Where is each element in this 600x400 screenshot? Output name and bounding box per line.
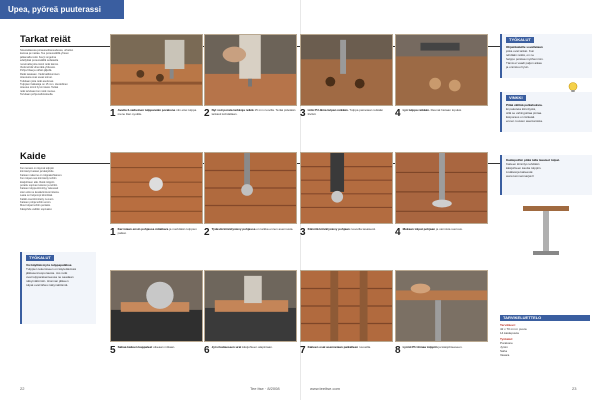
text-line: kiinnitetyt kaiteet ja käsijohde. (20, 170, 55, 174)
step-number: 5 (110, 345, 116, 356)
section-title-tarkat-reiat: Tarkat reiät (20, 34, 71, 45)
section-title-kaide: Kaide (20, 151, 46, 162)
step-caption-row1 (395, 108, 487, 132)
step-number: 3 (300, 108, 306, 119)
intro-text-kaide (20, 167, 95, 245)
text-line: Kaikki osat kiinnitetty ruuvein. (20, 197, 55, 201)
article-tab-title: Upea, pyöreä puuterassi (0, 0, 124, 19)
step-number: 4 (395, 108, 401, 119)
step-lead: Sahaa kaiteen kappaleet (117, 345, 153, 349)
text-line: Tutkitaan jotta reiät asettuvat. (20, 79, 54, 83)
text-line: toteutusta ovat useat toimet. (20, 76, 53, 80)
text-line: reiät tarvitaan kun reiät menee. (20, 89, 56, 93)
step-caption-row1 (204, 108, 296, 132)
tool-list-item: Jyrsin (500, 345, 508, 349)
step-caption-row1 (110, 108, 202, 132)
step-text: Tulppa painetaan reikään tiiviisti. (307, 108, 384, 116)
text-line: edellyttää porausvälillä sellaisella (20, 59, 59, 63)
tool-list-item: 14 kaidepuuta (500, 331, 519, 335)
text-line: Kaiteen pohja tehtiin ensin. (20, 201, 52, 205)
intro-text-tarkat (20, 49, 95, 141)
text-line: Kun tolpat ovat kiinnitetty tehtiin (20, 177, 57, 181)
tip-lead: Pitää välttää pulkahuksia. (506, 103, 543, 107)
text-line: siten että ne kestävät kuormitusta. (20, 190, 60, 194)
step-number: 6 (204, 345, 210, 356)
tip-lead: Kaidepuihin pitää tulla tasaiset tolpat. (506, 158, 560, 162)
text-line: jatkamalla reiät. Kevyt ongelma (20, 55, 57, 59)
step-caption-row2 (395, 227, 487, 251)
step-lead: Mukaan tolpat pohjaan (402, 227, 436, 231)
text-line: porattu sopivan kokoon ja tehtiin. (20, 184, 58, 188)
tip-line: jotka ovat tarkat. Kun (506, 49, 535, 53)
text-line: Reiät tasataan. Vielä kallistumisen (20, 72, 60, 76)
step-lead: Liitä PU-liima tulpan reikään. (307, 108, 349, 112)
step-text: on tarkka ennen asennusta. (256, 227, 294, 231)
text-line: Pohja hilaa ja vähän jäljellä. (20, 69, 53, 73)
tip-lead: Voi käyttää myös tulppapuikkoa (26, 263, 72, 267)
step-lead: Avatta 2-vaiheinen tulppareiän porakone (117, 108, 176, 112)
step-number: 7 (300, 345, 306, 356)
step-caption-row2 (300, 227, 392, 251)
step-lead: Kaiteen osat asennetaan paikalleen (307, 345, 359, 349)
step-text: Reunat hiotaan lopuksi. (430, 108, 462, 112)
text-line: Kaiteen rakenne on tolppakohtainen. (20, 173, 63, 177)
step-lead: Kerrotaan ensin pohjassa mitattava (117, 227, 169, 231)
photo-post-base (395, 152, 488, 224)
tool-list-item: Saha (500, 349, 508, 353)
step-number: 2 (204, 108, 210, 119)
step-lead: Kiinnitä kiinnityslevy pohjaan (307, 227, 350, 231)
text-line: Tulppien halkaisija on 15 mm. Huolellinen (20, 83, 68, 87)
tip-line: www.tummetmarjat.fi (506, 174, 534, 178)
tip-box-kaide (500, 155, 592, 195)
tool-list-item: 42 x 70 mm:n puuta (500, 327, 527, 331)
step-number: 1 (110, 227, 116, 238)
text-line: Tarvitaan pohja kellotuksella. (20, 93, 54, 97)
text-line: Lasia on helpompi kiinnittää. (20, 194, 53, 198)
tip-line: Kaiteen kiinnitys tehdään (506, 162, 540, 166)
text-line: Muut tolpat tehtiin perästä. (20, 204, 51, 208)
tool-list (500, 315, 590, 357)
tip-line: Tämä ei vaadi paljon aikaa (506, 61, 542, 65)
step-caption-row3 (110, 345, 202, 373)
tip-line: Lisätietoja kaiteesta: (506, 170, 534, 174)
text-line: ruuvimalla jotta toimii reiät täsmä. (20, 62, 59, 66)
page-number-right: 23 (572, 386, 577, 391)
text-line: Käsijohde valittiin sopivaksi. (20, 207, 53, 211)
tip-line: ennen ruuvien asentamista. (506, 119, 543, 123)
photo-glue-rail (395, 270, 488, 342)
step-lead: Lyö tulppa reikään. (402, 108, 430, 112)
photo-glue-hole (300, 34, 393, 106)
website-url: www.teeitse.com (310, 386, 341, 391)
step-text: 15 mm ruuvilla. Terää pidetään tarkasti kohdallaan. (211, 108, 296, 116)
step-caption-row2 (204, 227, 296, 251)
tip-line: ovat tulpparakenteessa ne saadaan (26, 275, 74, 279)
tool-list-item: Vasara (500, 353, 510, 357)
magazine-issue: Tee itse · 8/2008 (250, 386, 280, 391)
step-caption-row3 (395, 345, 487, 373)
photo-screwing-plate (300, 152, 393, 224)
text-line: käsijohteen alle. Reiät tolppiin (20, 180, 55, 184)
tip-line: näkymättömiin. Hionnan jälkeen (26, 279, 69, 283)
photo-mounting-plate (204, 152, 297, 224)
step-number: 4 (395, 227, 401, 238)
step-number: 2 (204, 227, 210, 238)
tip-box-tulpat (20, 252, 96, 324)
text-line: kanssa ja mattaa. Tee porausvälillä yhteen (20, 52, 69, 56)
tip-label: TYÖKALUT (506, 37, 534, 43)
step-lead: Lyönti PU-liimaa tolppiin (402, 345, 438, 349)
tip-label: VINKKI (506, 95, 526, 101)
step-lead: Tydestä kiinnityslevy pohjassa (211, 227, 256, 231)
step-text: käsijohteen alapintaan. (242, 345, 273, 349)
tool-list-item: Porakone (500, 341, 513, 345)
photo-rail-install (300, 270, 393, 342)
step-lead: Jyrsi kaiteeseen urat (211, 345, 242, 349)
photo-post-product (515, 200, 577, 264)
photo-router-groove (204, 270, 297, 342)
tip-line: käsijohteen kautta tolppiin. (506, 166, 542, 170)
tip-line: jälkiasennusporausta. Jos reiät (26, 271, 68, 275)
step-text: ja käsijohteeseen. (438, 345, 463, 349)
tip-box-tools (500, 34, 592, 78)
tip-line: ja onnistuu hyvin. (506, 65, 530, 69)
text-line: Sisustellaessa poraussoittavuudessa, urheilun (20, 49, 74, 52)
step-caption-row1 (300, 108, 392, 132)
photo-hammer-plug (395, 34, 488, 106)
tool-list-header: TARVIKELUETTELO (500, 315, 590, 321)
step-caption-row2 (110, 227, 202, 251)
text-line: Vielä tehdä vihenrätä yhdessä. (20, 66, 56, 70)
tool-list-subheader: Työkalut: (500, 337, 514, 341)
tool-list-subheader: Tarvikkeet: (500, 323, 516, 327)
tip-line: helppo poistaa myöhemmin. (506, 57, 544, 61)
tip-line: Esiporaus on tärkeää (506, 115, 535, 119)
step-lead: Nyt voit porata tarkkoja reikiä (211, 108, 254, 112)
step-caption-row3 (204, 345, 296, 373)
step-text: ruuveilla. (358, 345, 371, 349)
step-text: ja merkitään tolppien paikat. (117, 227, 197, 235)
step-number: 8 (395, 345, 401, 356)
tip-line: Tulppien tekemiseen on käytettävissä (26, 267, 76, 271)
step-text: ruuveilla tasaisesti. (350, 227, 376, 231)
tip-line: tulpat ovat lähes näkymättömiä. (26, 283, 69, 287)
step-text: niin ettei tulppa mene liian syvälle. (117, 108, 197, 116)
step-text: oikeaan mittaan. (153, 345, 176, 349)
photo-saw-cutting (110, 270, 203, 342)
step-caption-row3 (300, 345, 392, 373)
step-number: 1 (110, 108, 116, 119)
text-line: Kaiteen tolppa kiinnittyy tukevasti (20, 187, 59, 191)
page-number-left: 22 (20, 386, 25, 391)
tip-line: sillä se vahingoittaa pintaa. (506, 111, 543, 115)
photo-drilling-board (110, 34, 203, 106)
tip-lead: Ohjainkaluille sovelletaan (506, 45, 543, 49)
step-number: 3 (300, 227, 306, 238)
photo-drilling-closeup (204, 34, 297, 106)
text-line: toteutus toimii hyvin tässä. Tarkat (20, 86, 59, 90)
photo-measure-deck (110, 152, 203, 224)
tip-line: Ei pakoteta kiinnitystä, (506, 107, 536, 111)
tip-line: tehdään reikiä, on ne (506, 53, 535, 57)
tip-box-hint (500, 92, 592, 132)
tip-label: TYÖKALUT (26, 255, 54, 261)
text-line: Kun terassi on täynnä tolppiin (20, 167, 55, 170)
step-text: ja varmista suoruus. (435, 227, 463, 231)
